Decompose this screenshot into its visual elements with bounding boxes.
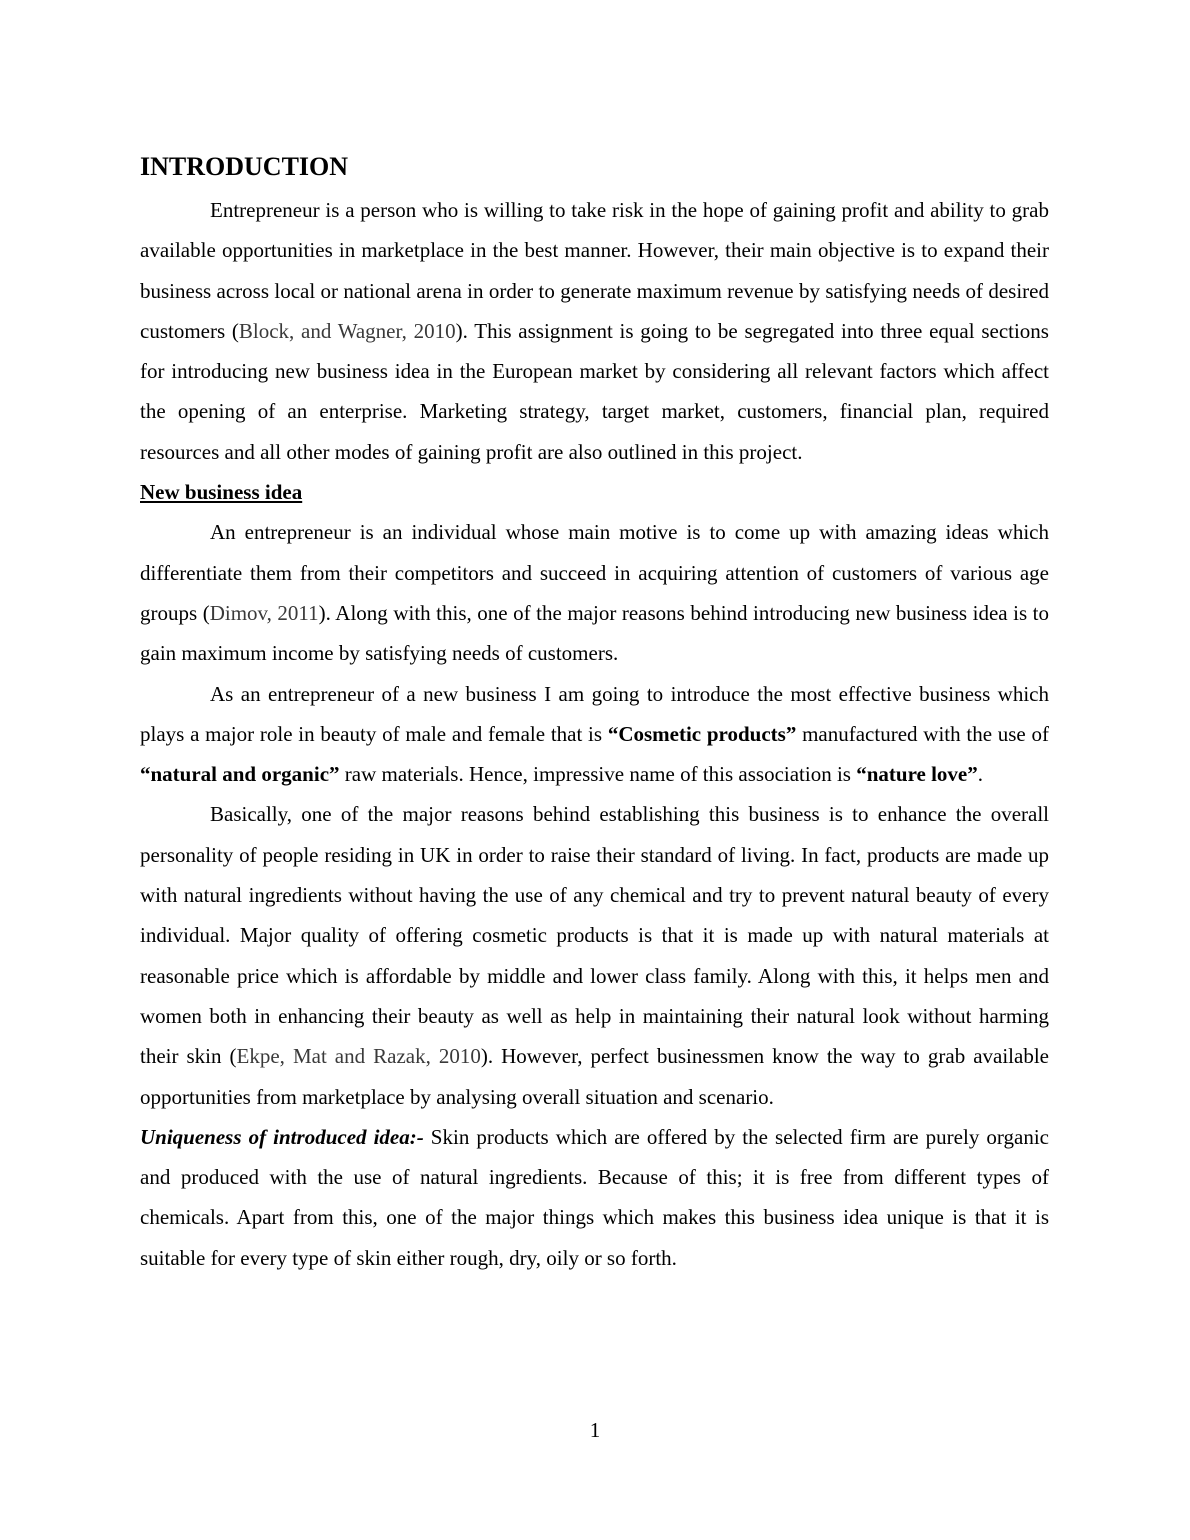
citation: Ekpe, Mat and Razak, 2010 (236, 1044, 481, 1069)
intro-paragraph: Entrepreneur is a person who is willing to take risk in the hope of gaining profit and ability to grab available opportunities in marketplace in the best manner. However, their main objective is to expand their business across local or national arena in order to generate maximum revenue by satisfying needs of desired customers (Block, and Wagner, 2010). This assignment is going to be segregated into three equal sections for introducing new business idea in the European market by considering all relevant factors which affect the opening of an enterprise. Marketing strategy, target market, customers, financial plan, required resources and all other modes of gaining profit are also outlined in this project. (140, 198, 1049, 464)
paragraph-business: As an entrepreneur of a new business I am going to introduce the most effective business which plays a major role in beauty of male and female that is “Cosmetic products” manufactured with the use of “natural and organic” raw materials. Hence, impressive name of this association is “nature love”. (140, 681, 1049, 787)
emphasis: “Cosmetic products” (607, 721, 797, 746)
emphasis: “natural and organic” (140, 762, 340, 787)
document-body (140, 150, 1049, 1278)
citation: Block, and Wagner, 2010 (238, 318, 456, 343)
emphasis: “nature love” (856, 762, 978, 787)
paragraph-entrepreneur: An entrepreneur is an individual whose main motive is to come up with amazing ideas which differentiate them from their competitors and succeed in acquiring attention of customers of various age groups (Dimov, 2011). Along with this, one of the major reasons behind introducing new business idea is to gain maximum income by satisfying needs of customers. (140, 520, 1049, 666)
paragraph-uniqueness: Uniqueness of introduced idea:- Skin products which are offered by the selected firm are purely organic and produced with the use of natural ingredients. Because of this; it is free from different types of chemicals. Apart from this, one of the major things which makes this business idea unique is that it is suitable for every type of skin either rough, dry, oily or so forth. (140, 1124, 1049, 1270)
section-heading: INTRODUCTION (140, 152, 349, 181)
paragraph-reasons: Basically, one of the major reasons behind establishing this business is to enhance the overall personality of people residing in UK in order to raise their standard of living. In fact, products are made up with natural ingredients without having the use of any chemical and try to prevent natural beauty of every individual. Major quality of offering cosmetic products is that it is made up with natural materials at reasonable price which is affordable by middle and lower class family. Along with this, it helps men and women both in enhancing their beauty as well as help in maintaining their natural look without harming their skin (Ekpe, Mat and Razak, 2010). However, perfect businessmen know the way to grab available opportunities from marketplace by analysing overall situation and scenario. (140, 802, 1049, 1109)
citation: Dimov, 2011 (209, 600, 319, 625)
uniqueness-label: Uniqueness of introduced idea:- (140, 1124, 424, 1149)
subheading: New business idea (140, 480, 303, 505)
page-number: 1 (589, 1418, 601, 1442)
